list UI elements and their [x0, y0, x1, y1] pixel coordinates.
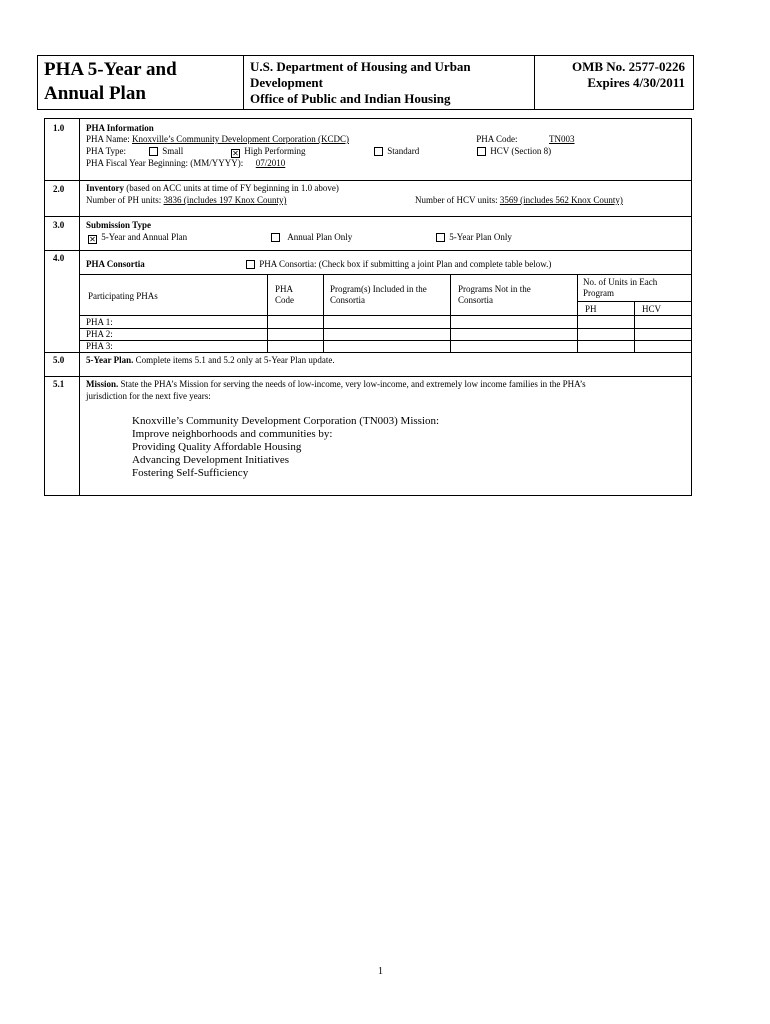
- checkbox-unchecked-icon[interactable]: [271, 233, 280, 242]
- col-not-line1: Programs Not in the: [458, 284, 531, 294]
- form-header: [37, 55, 694, 110]
- pha-code-value: TN003: [549, 134, 575, 144]
- divider: [45, 216, 691, 217]
- section-heading: Mission.: [86, 379, 119, 389]
- col-programs-not-included: [458, 284, 531, 306]
- table-divider: [267, 274, 268, 352]
- section-heading: Submission Type: [86, 220, 151, 230]
- checkbox-unchecked-icon[interactable]: [436, 233, 445, 242]
- col-pha-code-line2: Code: [275, 295, 294, 305]
- divider: [79, 274, 691, 275]
- omb-number: OMB No. 2577-0226: [571, 59, 685, 74]
- hcv-units-row: [415, 195, 623, 206]
- dept-line2: Development: [250, 75, 323, 90]
- dept-line3: Office of Public and Indian Housing: [250, 91, 451, 106]
- col-included-line1: Program(s) Included in the: [330, 284, 427, 294]
- mission-line: Knoxville’s Community Development Corporation (TN003) Mission:: [132, 415, 440, 427]
- table-row: PHA 2:: [86, 329, 113, 339]
- checkbox-checked-icon[interactable]: ✕: [89, 235, 96, 244]
- col-not-line2: Consortia: [458, 295, 493, 305]
- divider: [45, 250, 691, 251]
- five-year-plan-row: [86, 355, 335, 366]
- inventory-note: (based on ACC units at time of FY beginning in 1.0 above): [126, 183, 339, 193]
- type-hcv-option[interactable]: [477, 146, 551, 157]
- submission-option-label: 5-Year and Annual Plan: [101, 232, 188, 242]
- ph-units-row: [86, 195, 287, 206]
- type-high-performing-option[interactable]: [231, 146, 306, 158]
- divider: [45, 352, 691, 353]
- section-number: 5.0: [53, 355, 65, 365]
- checkbox-unchecked-icon[interactable]: [149, 147, 158, 156]
- mission-line: Improve neighborhoods and communities by:: [132, 428, 333, 440]
- number-column-divider: [79, 119, 80, 495]
- section-number: 2.0: [53, 184, 65, 194]
- omb-cell: [535, 56, 693, 109]
- type-standard-label: Standard: [387, 146, 420, 156]
- ph-units-value: 3836 (includes 197 Knox County): [163, 195, 287, 205]
- table-divider: [323, 274, 324, 352]
- mission-statement: [132, 415, 439, 480]
- mission-line: Providing Quality Affordable Housing: [132, 441, 302, 453]
- mission-line: Advancing Development Initiatives: [132, 454, 290, 466]
- fiscal-year-row: [86, 158, 296, 169]
- ph-units-label: Number of PH units:: [86, 195, 162, 205]
- type-hcv-label: HCV (Section 8): [490, 146, 552, 156]
- form-title-line1: PHA 5-Year and: [44, 59, 177, 80]
- section-heading: 5-Year Plan.: [86, 355, 134, 365]
- fiscal-year-value: 07/2010: [255, 158, 286, 168]
- form-title-cell: [38, 56, 244, 109]
- pha-code-label: PHA Code:: [476, 134, 518, 144]
- table-row: PHA 3:: [86, 341, 113, 351]
- expiration-date: Expires 4/30/2011: [587, 75, 685, 90]
- hcv-units-label: Number of HCV units:: [415, 195, 498, 205]
- type-high-label: High Performing: [244, 146, 306, 156]
- table-row: PHA 1:: [86, 317, 113, 327]
- col-pha-code: [275, 284, 294, 306]
- department-cell: [244, 56, 535, 109]
- col-units: [583, 277, 657, 299]
- col-participating: Participating PHAs: [88, 291, 158, 301]
- checkbox-unchecked-icon[interactable]: [246, 260, 255, 269]
- col-units-line2: Program: [583, 288, 614, 298]
- type-small-option[interactable]: [149, 146, 183, 157]
- checkbox-unchecked-icon[interactable]: [374, 147, 383, 156]
- checkbox-unchecked-icon[interactable]: [477, 147, 486, 156]
- mission-text-line1: State the PHA’s Mission for serving the needs of low-income, very low-income, and extremely low income families in the PHA’s: [120, 379, 586, 389]
- divider: [79, 315, 691, 316]
- submission-5year-annual-option[interactable]: [88, 232, 187, 244]
- col-pha-code-line1: PHA: [275, 284, 294, 294]
- mission-line: Fostering Self-Sufficiency: [132, 467, 249, 479]
- mission-text-line2: jurisdiction for the next five years:: [86, 391, 211, 401]
- table-divider: [577, 301, 691, 302]
- section-heading: PHA Information: [86, 123, 154, 133]
- five-year-plan-text: Complete items 5.1 and 5.2 only at 5-Year Plan update.: [135, 355, 335, 365]
- section-heading: Inventory: [86, 183, 124, 193]
- dept-line1: U.S. Department of Housing and Urban: [250, 59, 471, 74]
- form-title: [44, 58, 243, 106]
- submission-option-label: Annual Plan Only: [287, 232, 353, 242]
- section-number: 1.0: [53, 123, 65, 133]
- col-programs-included: [330, 284, 427, 306]
- table-divider: [450, 274, 451, 352]
- inventory-heading-row: [86, 183, 339, 194]
- mission-instructions: [86, 379, 586, 390]
- pha-name-value: Knoxville’s Community Development Corporation (KCDC): [132, 134, 349, 144]
- divider: [79, 340, 691, 341]
- section-number: 5.1: [53, 379, 65, 389]
- type-small-label: Small: [162, 146, 184, 156]
- type-standard-option[interactable]: [374, 146, 419, 157]
- col-ph: PH: [585, 304, 597, 314]
- fiscal-year-label: PHA Fiscal Year Beginning: (MM/YYYY):: [86, 158, 244, 168]
- form-title-line2: Annual Plan: [44, 83, 146, 104]
- consortia-option[interactable]: [246, 259, 551, 270]
- pha-plan-form: [44, 118, 692, 496]
- section-number: 3.0: [53, 220, 65, 230]
- col-units-line1: No. of Units in Each: [583, 277, 658, 287]
- section-number: 4.0: [53, 253, 65, 263]
- divider: [45, 180, 691, 181]
- pha-name-label: PHA Name:: [86, 134, 130, 144]
- col-hcv: HCV: [642, 304, 662, 314]
- checkbox-checked-icon[interactable]: ✕: [232, 149, 239, 158]
- hcv-units-value: 3569 (includes 562 Knox County): [499, 195, 623, 205]
- divider: [45, 376, 691, 377]
- submission-5year-only-option[interactable]: [436, 232, 512, 243]
- page-number: 1: [378, 966, 383, 977]
- section-heading: PHA Consortia: [86, 259, 145, 269]
- table-divider: [577, 274, 578, 352]
- table-divider: [634, 301, 635, 352]
- pha-name-row: [86, 134, 604, 145]
- submission-annual-only-option[interactable]: [271, 232, 352, 243]
- consortia-check-text: PHA Consortia: (Check box if submitting a joint Plan and complete table below.): [259, 259, 552, 269]
- divider: [79, 328, 691, 329]
- pha-type-label: PHA Type:: [86, 146, 126, 156]
- col-included-line2: Consortia: [330, 295, 365, 305]
- submission-option-label: 5-Year Plan Only: [449, 232, 512, 242]
